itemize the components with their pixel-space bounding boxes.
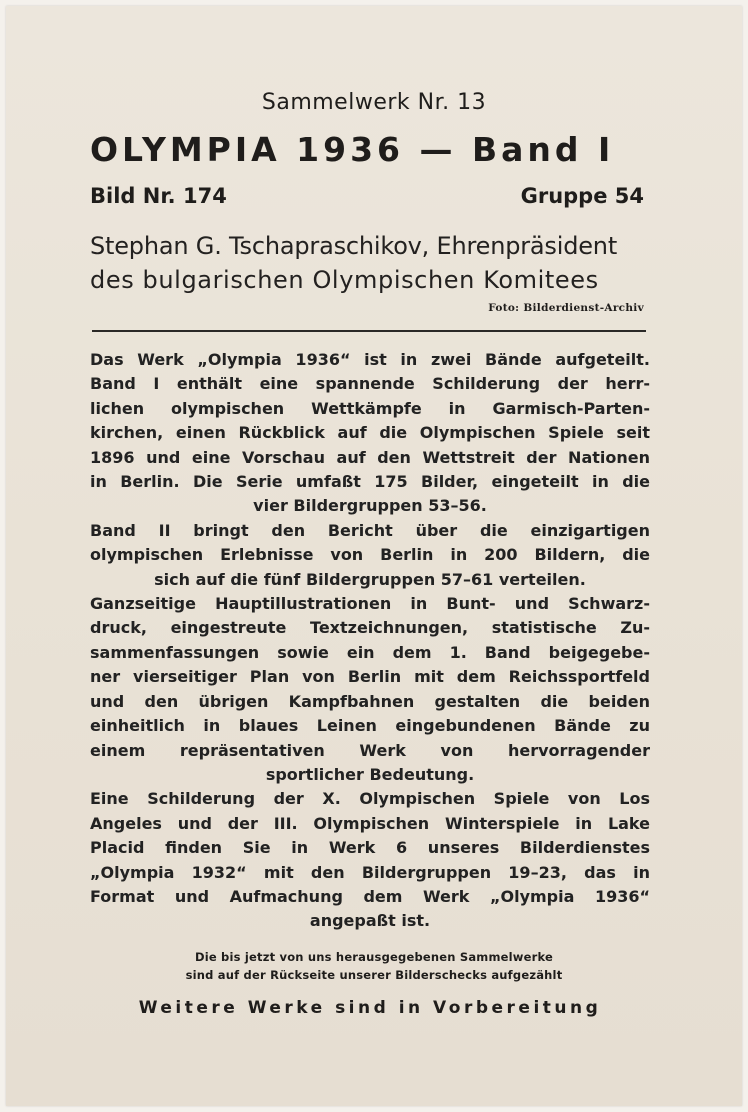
text-line: Band I enthält eine spannende Schilderung der herr- xyxy=(90,374,650,394)
text-line: in Berlin. Die Serie umfaßt 175 Bilder, eingeteilt in die xyxy=(90,472,650,492)
description-text xyxy=(90,348,650,934)
text-line: Ganzseitige Hauptillustrationen in Bunt- und Schwarz- xyxy=(90,594,650,614)
picture-group: Gruppe 54 xyxy=(520,184,644,208)
footer-announcement: Weitere Werke sind in Vorbereitung xyxy=(138,998,602,1018)
text-line: einheitlich in blaues Leinen eingebundenen Bände zu xyxy=(90,716,650,736)
text-line: Angeles und der III. Olympischen Winterspiele in Lake xyxy=(90,813,650,833)
text-line: Eine Schilderung der X. Olympischen Spiele von Los xyxy=(90,789,650,809)
text-line: Placid finden Sie in Werk 6 unseres Bilderdienstes xyxy=(90,838,650,858)
collector-card-back xyxy=(6,6,742,1106)
photo-credit: Foto: Bilderdienst-Archiv xyxy=(488,302,644,314)
text-line: Das Werk „Olympia 1936“ ist in zwei Bände aufgeteilt. xyxy=(90,350,650,369)
album-title: OLYMPIA 1936 — Band I xyxy=(90,130,615,169)
text-line: angepaßt ist. xyxy=(309,911,431,931)
text-line: sportlicher Bedeutung. xyxy=(265,764,475,784)
caption-line-2: des bulgarischen Olympischen Komitees xyxy=(90,266,599,294)
text-line: Band II bringt den Bericht über die einzigartigen xyxy=(90,520,650,540)
text-line: vier Bildergruppen 53–56. xyxy=(253,496,487,516)
text-line: druck, eingestreute Textzeichnungen, statistische Zu- xyxy=(90,618,650,638)
text-line: und den übrigen Kampfbahnen gestalten die beiden xyxy=(90,691,650,711)
divider-rule xyxy=(92,330,646,332)
caption-line-1: Stephan G. Tschapraschikov, Ehrenpräsident xyxy=(90,232,618,260)
picture-number: Bild Nr. 174 xyxy=(90,184,227,208)
text-line: lichen olympischen Wettkämpfe in Garmisch-Parten- xyxy=(90,398,650,418)
text-line: ner vierseitiger Plan von Berlin mit dem Reichssportfeld xyxy=(90,667,650,687)
text-line: kirchen, einen Rückblick auf die Olympischen Spiele seit xyxy=(90,423,650,443)
text-line: 1896 und eine Vorschau auf den Wettstreit der Nationen xyxy=(90,447,650,467)
text-line: „Olympia 1932“ mit den Bildergruppen 19–23, das in xyxy=(90,862,650,882)
text-line: Format und Aufmachung dem Werk „Olympia 1936“ xyxy=(90,886,650,906)
text-line: sich auf die fünf Bildergruppen 57–61 verteilen. xyxy=(154,569,586,589)
text-line: einem repräsentativen Werk von hervorragender xyxy=(90,740,650,760)
text-line: olympischen Erlebnisse von Berlin in 200 Bildern, die xyxy=(90,545,650,565)
series-number: Sammelwerk Nr. 13 xyxy=(261,90,487,115)
footer-note-line-1: Die bis jetzt von uns herausgegebenen Sammelwerke xyxy=(194,950,554,964)
footer-note-line-2: sind auf der Rückseite unserer Bilderschecks aufgezählt xyxy=(185,968,563,982)
text-line: sammenfassungen sowie ein dem 1. Band beigegebe- xyxy=(90,642,650,662)
